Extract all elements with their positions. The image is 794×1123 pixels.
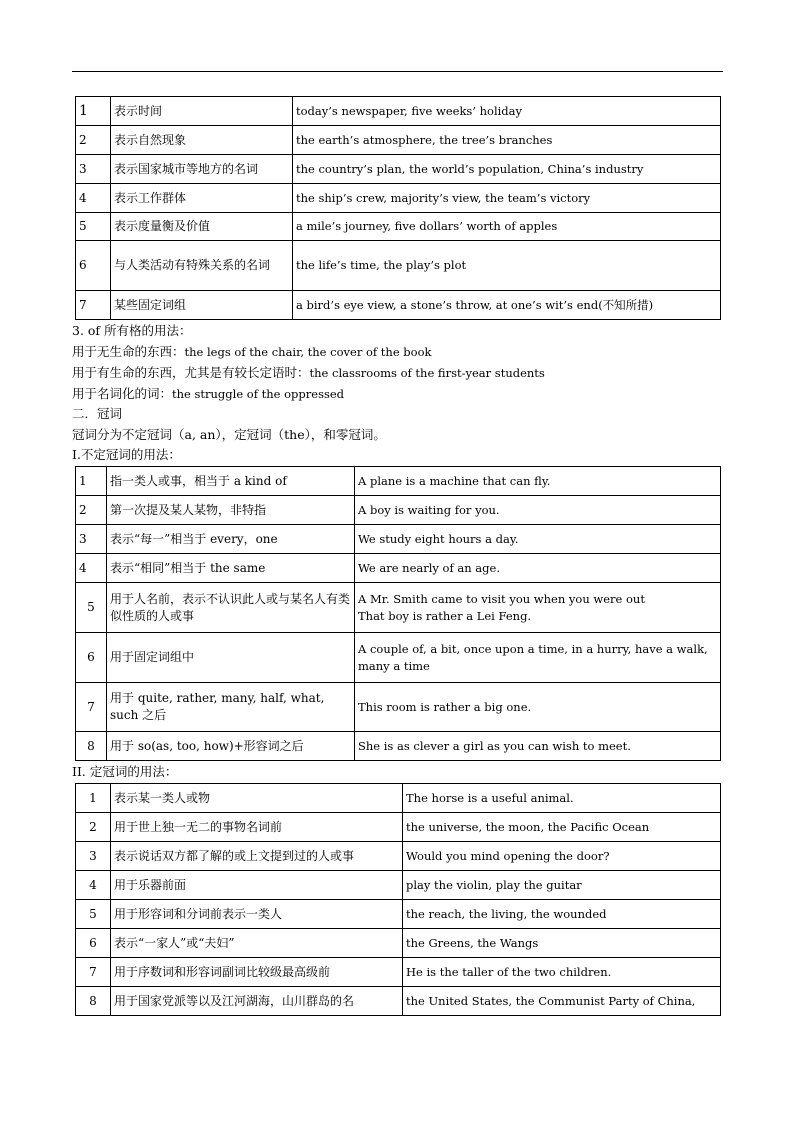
usage-cell: 表示自然现象 <box>111 126 293 155</box>
row-number: 2 <box>76 126 111 155</box>
of-usage-line <box>72 363 545 383</box>
example-cell: play the violin, play the guitar <box>403 871 721 900</box>
example-cell: the reach, the living, the wounded <box>403 900 721 929</box>
row-number: 8 <box>76 987 111 1016</box>
of-usage-label: 用于无生命的东西： <box>72 344 185 359</box>
indefinite-article-heading: I.不定冠词的用法： <box>72 447 181 462</box>
example-cell: the country’s plan, the world’s population, China’s industry <box>293 155 721 184</box>
example-cell: A plane is a machine that can fly. <box>355 467 721 496</box>
usage-cell: 与人类活动有特殊关系的名词 <box>111 241 293 291</box>
table-row <box>76 900 721 929</box>
usage-cell: 用于 quite, rather, many, half, what, such 之后 <box>107 683 355 732</box>
usage-cell: 表示国家城市等地方的名词 <box>111 155 293 184</box>
of-usage-label: 用于名词化的词： <box>72 386 173 401</box>
usage-cell: 某些固定词组 <box>111 291 293 320</box>
row-number: 6 <box>76 929 111 958</box>
table-row <box>76 813 721 842</box>
definite-article-table <box>75 783 721 1016</box>
usage-cell: 用于人名前，表示不认识此人或与某名人有类似性质的人或事 <box>107 583 355 633</box>
example-cell <box>355 583 721 633</box>
row-number: 2 <box>76 496 107 525</box>
table-row <box>76 525 721 554</box>
table-row <box>76 97 721 126</box>
example-cell: the earth’s atmosphere, the tree’s branches <box>293 126 721 155</box>
usage-cell: 用于世上独一无二的事物名词前 <box>111 813 403 842</box>
indefinite-article-table <box>75 466 721 761</box>
table-row <box>76 633 721 683</box>
table-row <box>76 958 721 987</box>
row-number: 8 <box>76 732 107 761</box>
table-row <box>76 554 721 583</box>
example-cell: A couple of, a bit, once upon a time, in a hurry, have a walk, many a time <box>355 633 721 683</box>
usage-cell: 表示某一类人或物 <box>111 784 403 813</box>
row-number: 3 <box>76 525 107 554</box>
usage-cell: 表示度量衡及价值 <box>111 213 293 241</box>
table-row <box>76 784 721 813</box>
table-row <box>76 291 721 320</box>
usage-cell: 用于 so(as, too, how)+形容词之后 <box>107 732 355 761</box>
usage-cell: 表示“每一”相当于 every，one <box>107 525 355 554</box>
usage-cell: 用于形容词和分词前表示一类人 <box>111 900 403 929</box>
example-cell: the universe, the moon, the Pacific Ocean <box>403 813 721 842</box>
row-number: 5 <box>76 900 111 929</box>
row-number: 6 <box>76 241 111 291</box>
example-line: That boy is rather a Lei Feng. <box>358 608 532 623</box>
example-line: A Mr. Smith came to visit you when you were out <box>358 591 645 606</box>
row-number: 1 <box>76 784 111 813</box>
example-cell: the ship’s crew, majority’s view, the team’s victory <box>293 184 721 213</box>
table-row <box>76 241 721 291</box>
definite-article-heading: II. 定冠词的用法： <box>72 764 178 779</box>
table-row <box>76 987 721 1016</box>
row-number: 5 <box>76 583 107 633</box>
table-row <box>76 467 721 496</box>
example-cell: This room is rather a big one. <box>355 683 721 732</box>
table-row <box>76 871 721 900</box>
of-usage-line <box>72 384 344 404</box>
table-row <box>76 929 721 958</box>
table-row <box>76 732 721 761</box>
table-row <box>76 213 721 241</box>
table-row <box>76 155 721 184</box>
usage-cell: 第一次提及某人某物，非特指 <box>107 496 355 525</box>
row-number: 7 <box>76 291 111 320</box>
of-possessive-heading: 3. of 所有格的用法： <box>72 323 192 338</box>
example-cell: Would you mind opening the door? <box>403 842 721 871</box>
table-row <box>76 842 721 871</box>
usage-cell: 用于序数词和形容词副词比较级最高级前 <box>111 958 403 987</box>
table-row <box>76 126 721 155</box>
usage-cell: 用于固定词组中 <box>107 633 355 683</box>
usage-cell: 用于乐器前面 <box>111 871 403 900</box>
row-number: 2 <box>76 813 111 842</box>
example-cell: the United States, the Communist Party of China, <box>403 987 721 1016</box>
table-row <box>76 496 721 525</box>
article-heading: 二．冠词 <box>72 406 123 421</box>
usage-cell: 表示时间 <box>111 97 293 126</box>
table-row <box>76 683 721 732</box>
row-number: 1 <box>76 467 107 496</box>
row-number: 4 <box>76 871 111 900</box>
example-cell: We study eight hours a day. <box>355 525 721 554</box>
row-number: 3 <box>76 842 111 871</box>
possessive-table <box>75 96 721 320</box>
row-number: 3 <box>76 155 111 184</box>
example-cell: He is the taller of the two children. <box>403 958 721 987</box>
of-usage-example: the classrooms of the first-year students <box>309 366 545 380</box>
example-cell: We are nearly of an age. <box>355 554 721 583</box>
example-cell: a bird’s eye view, a stone’s throw, at one’s wit’s end(不知所措) <box>293 291 721 320</box>
row-number: 7 <box>76 683 107 732</box>
row-number: 6 <box>76 633 107 683</box>
of-usage-label: 用于有生命的东西，尤其是有较长定语时： <box>72 365 310 380</box>
header-rule <box>72 71 723 72</box>
example-cell: the Greens, the Wangs <box>403 929 721 958</box>
usage-cell: 指一类人或事，相当于 a kind of <box>107 467 355 496</box>
usage-cell: 表示工作群体 <box>111 184 293 213</box>
row-number: 4 <box>76 554 107 583</box>
example-cell: The horse is a useful animal. <box>403 784 721 813</box>
example-cell: A boy is waiting for you. <box>355 496 721 525</box>
table-row <box>76 583 721 633</box>
row-number: 5 <box>76 213 111 241</box>
example-cell: today’s newspaper, five weeks’ holiday <box>293 97 721 126</box>
example-cell: the life’s time, the play’s plot <box>293 241 721 291</box>
usage-cell: 表示“相同”相当于 the same <box>107 554 355 583</box>
article-intro: 冠词分为不定冠词（a, an），定冠词（the），和零冠词。 <box>72 427 386 442</box>
example-cell: a mile’s journey, five dollars’ worth of apples <box>293 213 721 241</box>
example-cell: She is as clever a girl as you can wish to meet. <box>355 732 721 761</box>
of-usage-example: the struggle of the oppressed <box>172 387 345 401</box>
row-number: 7 <box>76 958 111 987</box>
of-usage-line <box>72 342 431 362</box>
row-number: 1 <box>76 97 111 126</box>
table-row <box>76 184 721 213</box>
row-number: 4 <box>76 184 111 213</box>
usage-cell: 表示说话双方都了解的或上文提到过的人或事 <box>111 842 403 871</box>
usage-cell: 用于国家党派等以及江河湖海，山川群岛的名 <box>111 987 403 1016</box>
of-usage-example: the legs of the chair, the cover of the book <box>184 345 432 359</box>
usage-cell: 表示“一家人”或“夫妇” <box>111 929 403 958</box>
